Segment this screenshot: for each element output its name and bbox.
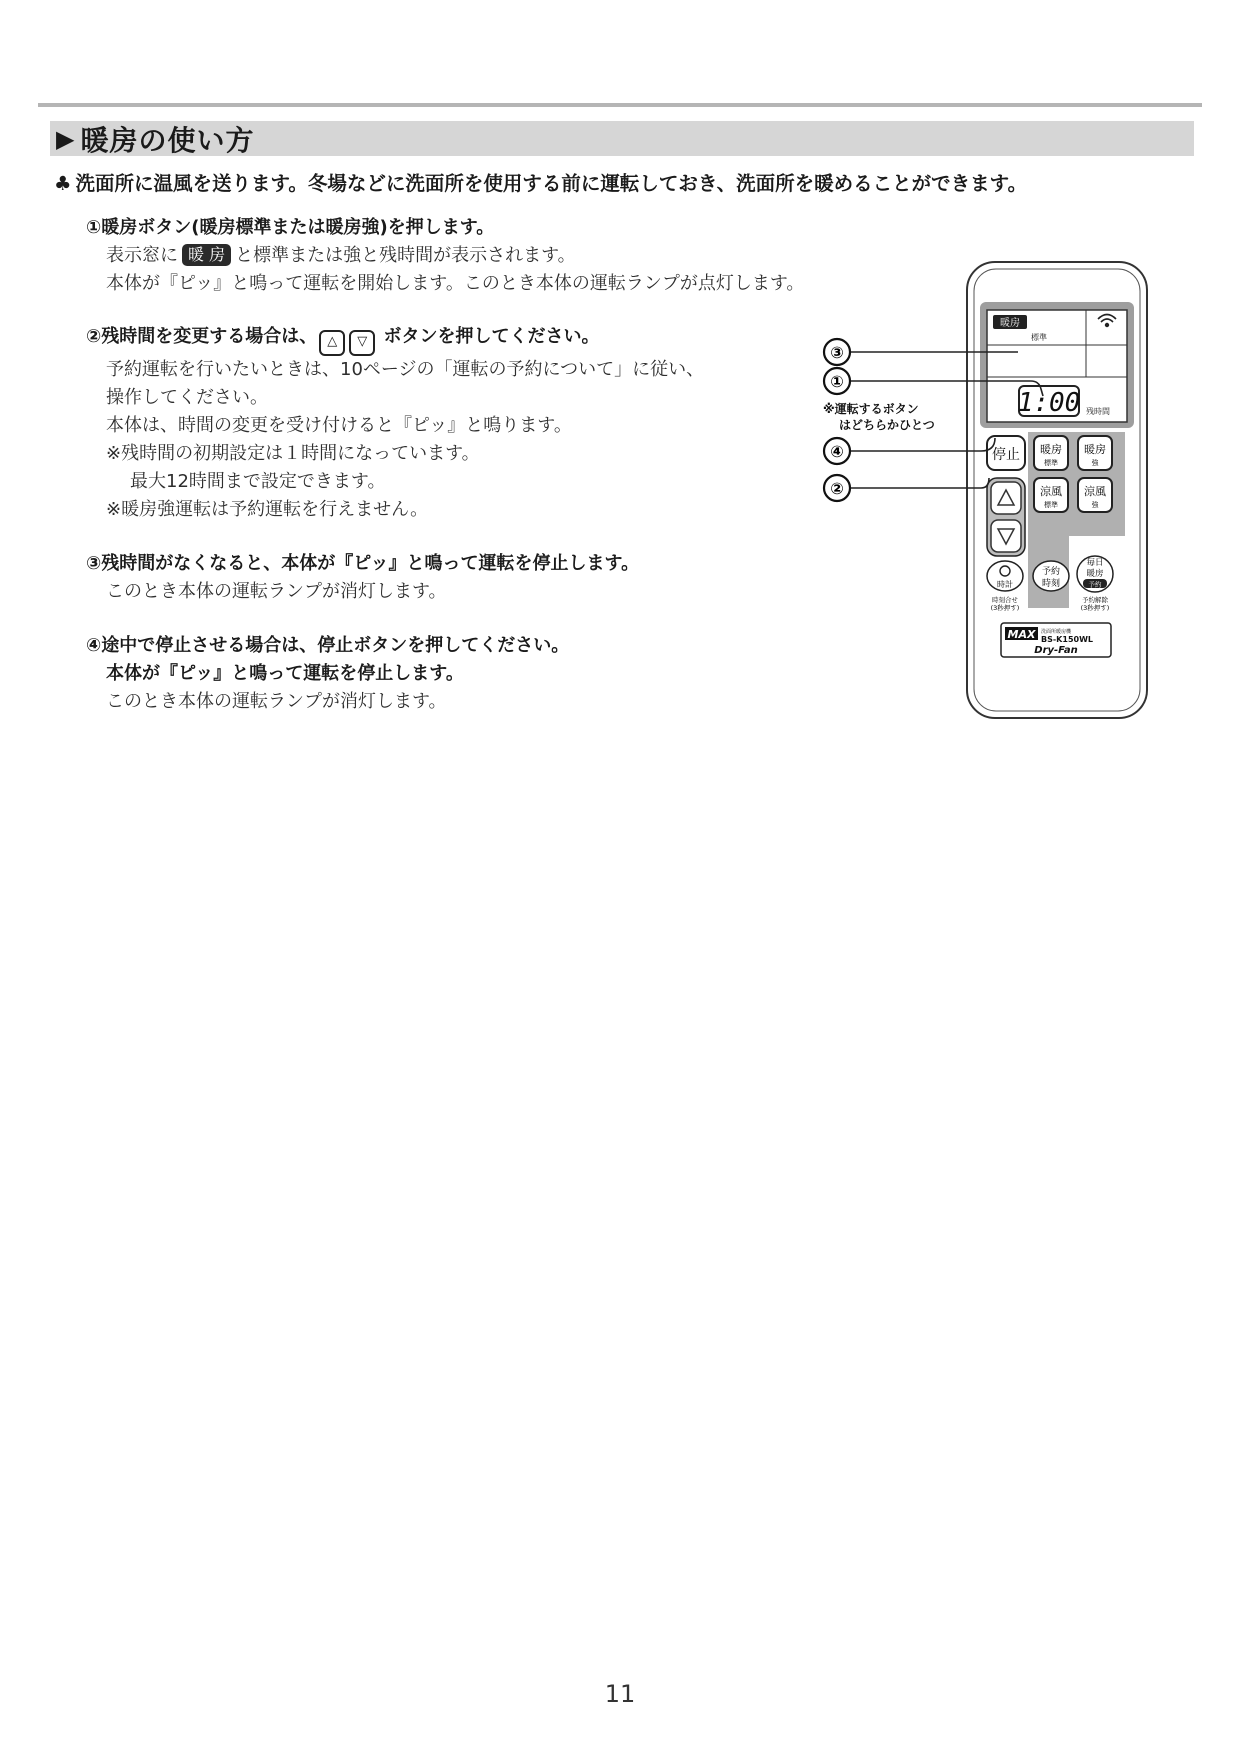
step-4-line-bold: 本体が『ピッ』と鳴って運転を停止します。 bbox=[106, 663, 464, 684]
step-4-line: このとき本体の運転ランプが消灯します。 bbox=[106, 691, 447, 712]
display-chip-heat: 暖 房 bbox=[182, 244, 231, 266]
callout-4-label: ④ bbox=[830, 442, 844, 461]
display-level-text: 標準 bbox=[1031, 333, 1047, 342]
step-2-line-5: 最大12時間まで設定できます。 bbox=[130, 471, 386, 492]
step-2-line-6: ※暖房強運転は予約運転を行えません。 bbox=[106, 499, 429, 520]
down-triangle-icon: ▽ bbox=[349, 330, 375, 356]
display-mode-text: 暖房 bbox=[1000, 318, 1020, 329]
section-header bbox=[50, 121, 1194, 156]
clock-button-label: 時計 bbox=[997, 580, 1013, 589]
cool-standard-label-bottom: 標準 bbox=[1044, 501, 1058, 509]
intro-text bbox=[54, 168, 1027, 196]
product-name: Dry-Fan bbox=[1034, 645, 1078, 656]
club-bullet-icon: ♣ bbox=[54, 172, 72, 195]
reserve-time-label-bottom: 時刻 bbox=[1041, 579, 1061, 589]
step-2-line-4: ※残時間の初期設定は１時間になっています。 bbox=[106, 443, 480, 464]
step-1-line-1-suffix: と標準または強と残時間が表示されます。 bbox=[235, 245, 576, 266]
step-2-line-2: 操作してください。 bbox=[106, 387, 268, 408]
daily-heat-label-mid: 暖房 bbox=[1086, 569, 1104, 579]
daily-heat-sub-label-1: 予約解除 bbox=[1082, 596, 1108, 604]
step-2-heading-suffix: ボタンを押してください。 bbox=[383, 326, 600, 347]
step-1-heading: ①暖房ボタン(暖房標準または暖房強)を押します。 bbox=[86, 217, 495, 238]
step-2-line-3: 本体は、時間の変更を受け付けると『ピッ』と鳴ります。 bbox=[106, 415, 572, 436]
step-1-line-2: 本体が『ピッ』と鳴って運転を開始します。このとき本体の運転ランプが点灯します。 bbox=[106, 273, 805, 294]
step-1-line-1-prefix: 表示窓に bbox=[106, 245, 178, 266]
clock-sub-label-1: 時刻合せ bbox=[992, 596, 1018, 604]
time-readout-label: 残時間 bbox=[1086, 407, 1110, 416]
cool-strong-label-bottom: 強 bbox=[1091, 501, 1099, 509]
daily-heat-badge-text: 予約 bbox=[1088, 580, 1102, 589]
step-3 bbox=[86, 550, 639, 606]
heat-standard-label-bottom: 標準 bbox=[1044, 459, 1058, 467]
daily-heat-sub-label-2: (3秒押す) bbox=[1080, 604, 1110, 612]
step-3-heading: ③残時間がなくなると、本体が『ピッ』と鳴って運転を停止します。 bbox=[86, 553, 640, 574]
step-2 bbox=[86, 323, 704, 524]
reserve-time-label-top: 予約 bbox=[1041, 567, 1061, 577]
intro-sentence: 洗面所に温風を送ります。冬場などに洗面所を使用する前に運転しておき、洗面所を暖めることができます。 bbox=[75, 172, 1028, 195]
step-1 bbox=[86, 214, 804, 298]
down-button bbox=[991, 520, 1021, 552]
time-readout: 1:00 bbox=[1017, 388, 1081, 418]
cool-standard-label-top: 涼風 bbox=[1040, 485, 1062, 498]
up-button bbox=[991, 482, 1021, 514]
step-2-line-1: 予約運転を行いたいときは、10ページの「運転の予約について」に従い、 bbox=[106, 359, 705, 380]
step-2-heading bbox=[86, 323, 704, 356]
product-type: 洗面所暖房機 bbox=[1041, 629, 1072, 635]
step-4-heading: ④途中で停止させる場合は、停止ボタンを押してください。 bbox=[86, 635, 570, 656]
page-number: 11 bbox=[604, 1680, 636, 1708]
daily-heat-label-top: 毎日 bbox=[1086, 558, 1104, 568]
brand-logo: MAX bbox=[1007, 628, 1036, 641]
note-line-2: はどちらかひとつ bbox=[839, 418, 935, 432]
triangle-marker-icon: ▶ bbox=[56, 124, 75, 153]
clock-sub-label-2: (3秒押す) bbox=[990, 604, 1020, 612]
stop-button-label: 停止 bbox=[992, 447, 1020, 463]
cool-strong-label-top: 涼風 bbox=[1084, 485, 1106, 498]
heat-strong-label-top: 暖房 bbox=[1084, 443, 1106, 456]
heat-strong-label-bottom: 強 bbox=[1091, 459, 1099, 467]
step-4 bbox=[86, 632, 569, 716]
step-1-line-1 bbox=[86, 242, 804, 270]
step-3-line: このとき本体の運転ランプが消灯します。 bbox=[106, 581, 447, 602]
heat-standard-label-top: 暖房 bbox=[1040, 443, 1062, 456]
top-rule bbox=[38, 103, 1202, 107]
step-2-heading-prefix: ②残時間を変更する場合は、 bbox=[86, 326, 318, 347]
callout-3-label: ③ bbox=[830, 343, 844, 362]
callout-1-label: ① bbox=[830, 372, 844, 391]
up-triangle-icon: △ bbox=[319, 330, 345, 356]
note-line-1: ※運転するボタン bbox=[823, 402, 919, 416]
model-number: BS-K150WL bbox=[1041, 635, 1093, 644]
section-title: 暖房の使い方 bbox=[80, 123, 255, 157]
callout-2-label: ② bbox=[830, 479, 844, 498]
remote-control-illustration bbox=[805, 256, 1205, 726]
